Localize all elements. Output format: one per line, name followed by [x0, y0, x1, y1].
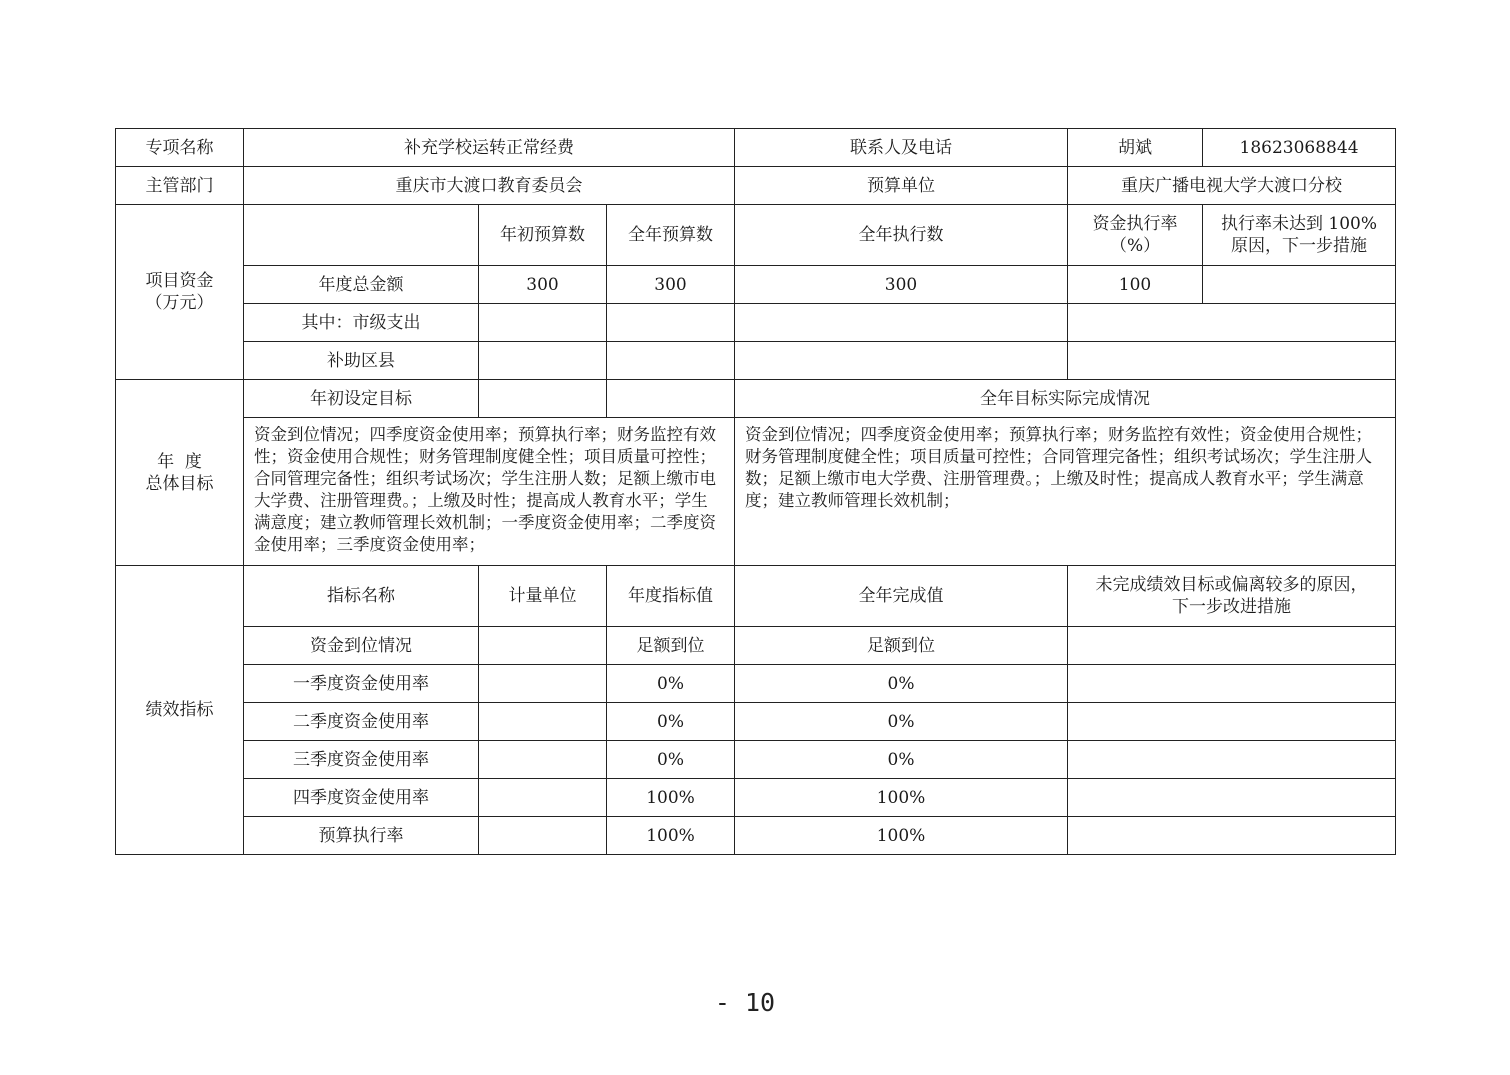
funds-header-row	[116, 205, 1396, 266]
indicator-name: 三季度资金使用率	[244, 741, 479, 779]
funds-row-full	[607, 304, 735, 342]
indicator-unit	[479, 665, 607, 703]
col-exec-reason-line1: 执行率未达到 100%	[1221, 214, 1378, 234]
indicator-target: 足额到位	[607, 627, 735, 665]
goals-blank-1	[479, 380, 607, 418]
indicator-actual: 100%	[735, 779, 1068, 817]
funds-row-label: 补助区县	[244, 342, 479, 380]
project-name-label: 专项名称	[116, 129, 244, 167]
funds-row-label: 其中：市级支出	[244, 304, 479, 342]
col-actual-value: 全年完成值	[735, 566, 1068, 627]
initial-target-text: 资金到位情况；四季度资金使用率；预算执行率；财务监控有效性；资金使用合规性；财务管理制度健全性；项目质量可控性；合同管理完备性；组织考试场次；学生注册人数；足额上缴市电大学费、注册管理费。；上缴及时性；提高成人教育水平；学生满意度；建立教师管理长效机制；一季度资金使用率；二季度资金使用率；三季度资金使用率；	[244, 418, 735, 566]
indicator-name: 四季度资金使用率	[244, 779, 479, 817]
funds-row-reason	[1203, 266, 1396, 304]
indicator-unit	[479, 817, 607, 855]
indicator-reason	[1068, 741, 1396, 779]
indicator-reason	[1068, 665, 1396, 703]
project-name-value: 补充学校运转正常经费	[244, 129, 735, 167]
funds-row-full: 300	[607, 266, 735, 304]
initial-target-label: 年初设定目标	[244, 380, 479, 418]
indicator-actual: 0%	[735, 665, 1068, 703]
col-exec-rate	[1068, 205, 1203, 266]
goals-section-label-line2: 总体目标	[145, 473, 214, 494]
col-deviation-reason-line1: 未完成绩效目标或偏离较多的原因，	[1095, 575, 1368, 595]
goals-section-label	[116, 380, 244, 566]
performance-section-label: 绩效指标	[116, 566, 244, 855]
budget-unit-value: 重庆广播电视大学大渡口分校	[1068, 167, 1396, 205]
funds-row-rate	[1068, 342, 1396, 380]
indicator-name: 资金到位情况	[244, 627, 479, 665]
contact-name: 胡斌	[1068, 129, 1203, 167]
dept-value: 重庆市大渡口教育委员会	[244, 167, 735, 205]
col-exec-reason-line2: 原因，下一步措施	[1231, 236, 1368, 256]
indicator-target: 0%	[607, 703, 735, 741]
dept-label: 主管部门	[116, 167, 244, 205]
indicator-name: 二季度资金使用率	[244, 703, 479, 741]
indicator-actual: 0%	[735, 741, 1068, 779]
indicator-reason	[1068, 817, 1396, 855]
funds-row-rate	[1068, 304, 1396, 342]
funds-row-initial	[479, 304, 607, 342]
indicator-unit	[479, 627, 607, 665]
actual-completion-text: 资金到位情况；四季度资金使用率；预算执行率；财务监控有效性；资金使用合规性；财务管理制度健全性；项目质量可控性；合同管理完备性；组织考试场次；学生注册人数；足额上缴市电大学费、注册管理费。；上缴及时性；提高成人教育水平；学生满意度；建立教师管理长效机制；	[735, 418, 1396, 566]
funds-row-full	[607, 342, 735, 380]
indicator-unit	[479, 741, 607, 779]
col-indicator-name: 指标名称	[244, 566, 479, 627]
table-row	[116, 779, 1396, 817]
indicator-actual: 足额到位	[735, 627, 1068, 665]
indicator-name: 预算执行率	[244, 817, 479, 855]
funds-row-initial: 300	[479, 266, 607, 304]
funds-row-exec	[735, 304, 1068, 342]
goals-blank-2	[607, 380, 735, 418]
budget-unit-label: 预算单位	[735, 167, 1068, 205]
indicator-unit	[479, 703, 607, 741]
header-row-dept	[116, 167, 1396, 205]
indicator-actual: 0%	[735, 703, 1068, 741]
indicator-unit	[479, 779, 607, 817]
col-exec-rate-line2: （%）	[1109, 236, 1161, 256]
funds-row-exec: 300	[735, 266, 1068, 304]
indicator-reason	[1068, 627, 1396, 665]
funds-row-label: 年度总金额	[244, 266, 479, 304]
header-row-project	[116, 129, 1396, 167]
table-row	[116, 627, 1396, 665]
funds-section-label	[116, 205, 244, 380]
table-row	[116, 741, 1396, 779]
indicator-reason	[1068, 703, 1396, 741]
funds-row-city	[116, 304, 1396, 342]
funds-section-label-line1: 项目资金	[145, 271, 214, 291]
col-exec-reason	[1203, 205, 1396, 266]
contact-label: 联系人及电话	[735, 129, 1068, 167]
funds-blank-header	[244, 205, 479, 266]
indicator-reason	[1068, 779, 1396, 817]
col-exec-rate-line1: 资金执行率	[1092, 214, 1178, 234]
contact-phone: 18623068844	[1203, 129, 1396, 167]
funds-row-exec	[735, 342, 1068, 380]
indicator-name: 一季度资金使用率	[244, 665, 479, 703]
col-deviation-reason	[1068, 566, 1396, 627]
indicator-target: 100%	[607, 779, 735, 817]
col-deviation-reason-line2: 下一步改进措施	[1172, 597, 1292, 617]
actual-completion-label: 全年目标实际完成情况	[735, 380, 1396, 418]
page-number: - 10	[714, 988, 776, 1017]
col-full-exec: 全年执行数	[735, 205, 1068, 266]
col-measure-unit: 计量单位	[479, 566, 607, 627]
funds-row-county	[116, 342, 1396, 380]
indicator-target: 100%	[607, 817, 735, 855]
funds-row-initial	[479, 342, 607, 380]
indicator-actual: 100%	[735, 817, 1068, 855]
col-annual-target: 年度指标值	[607, 566, 735, 627]
table-row	[116, 665, 1396, 703]
funds-row-total	[116, 266, 1396, 304]
goals-header-row	[116, 380, 1396, 418]
table-row	[116, 817, 1396, 855]
table-row	[116, 703, 1396, 741]
indicator-target: 0%	[607, 741, 735, 779]
col-full-budget: 全年预算数	[607, 205, 735, 266]
goals-body-row	[116, 418, 1396, 566]
funds-row-rate: 100	[1068, 266, 1203, 304]
goals-section-label-line1: 年 度	[157, 451, 202, 472]
col-initial-budget: 年初预算数	[479, 205, 607, 266]
funds-section-label-line2: （万元）	[145, 293, 214, 313]
indicator-target: 0%	[607, 665, 735, 703]
performance-header-row	[116, 566, 1396, 627]
performance-report-table	[115, 128, 1396, 855]
